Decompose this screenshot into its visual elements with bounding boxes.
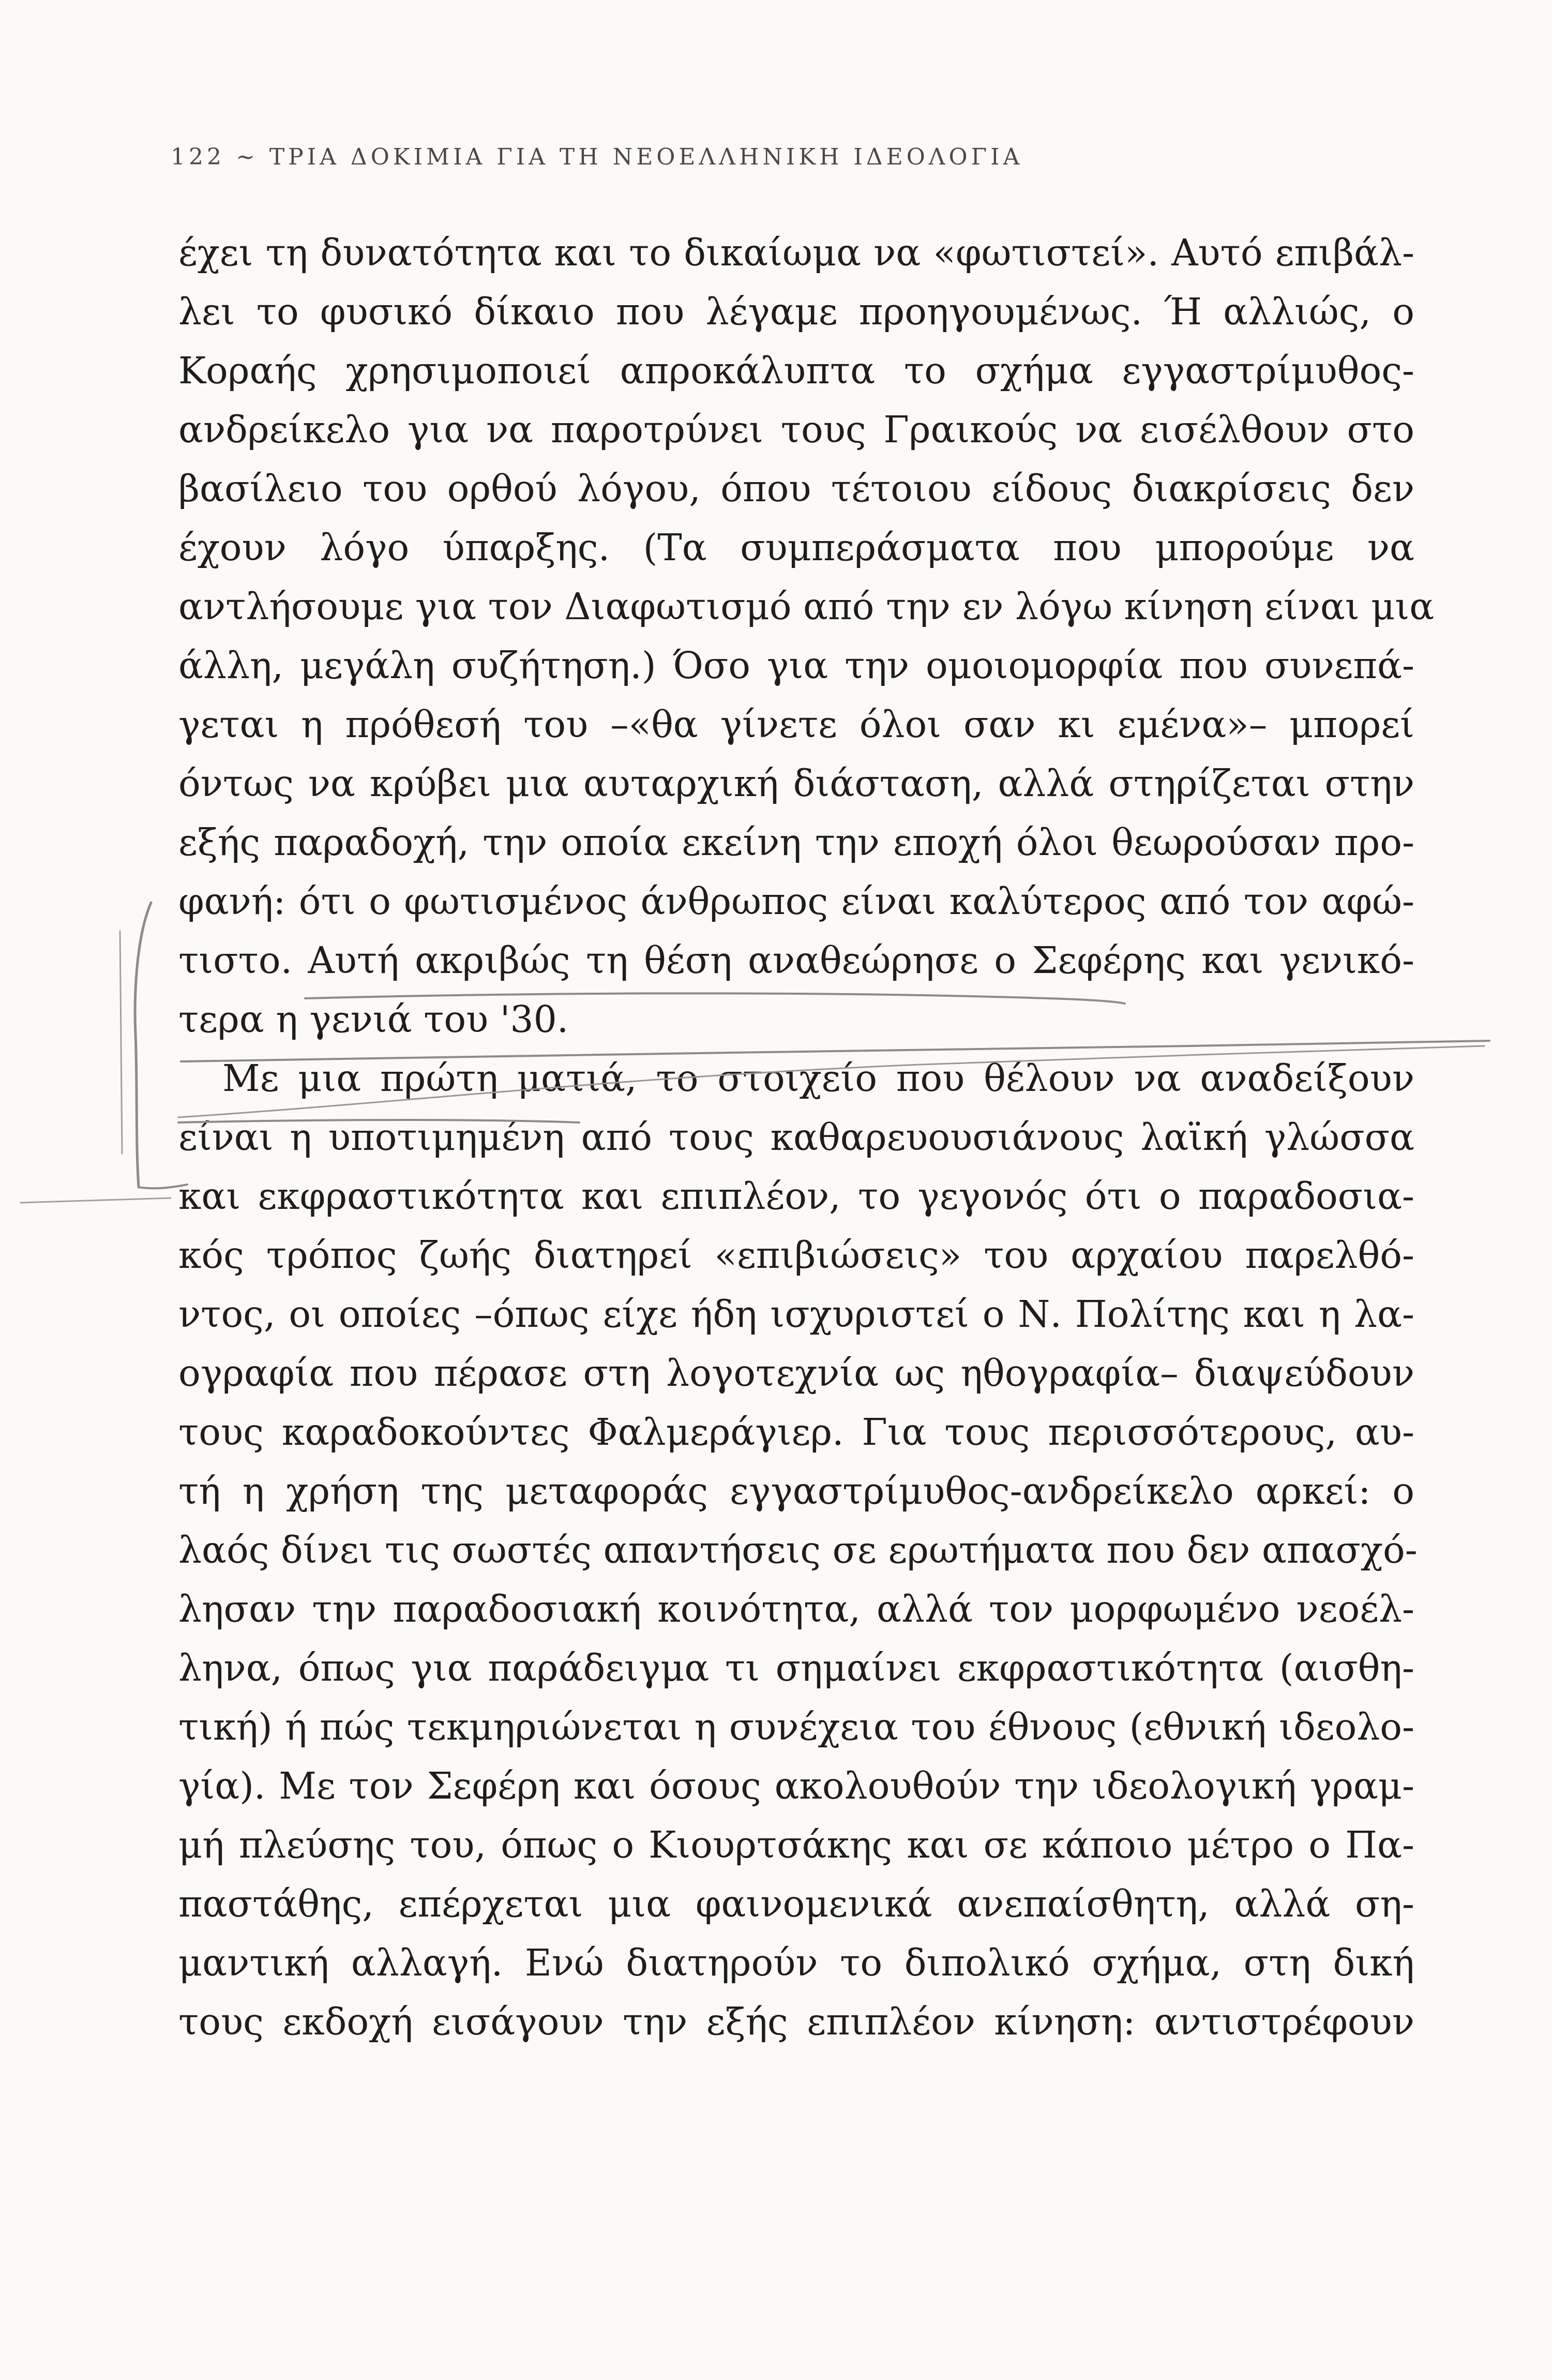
margin-vertical-line (120, 931, 122, 1154)
text-line: ανδρείκελο για να παροτρύνει τους Γραικούς να εισέλθουν στο (178, 408, 1414, 451)
text-line: τική) ή πώς τεκμηριώνεται η συνέχεια του έθνους (εθνική ιδεολο- (178, 1705, 1414, 1748)
text-line: βασίλειο του ορθού λόγου, όπου τέτοιου είδους διακρίσεις δεν (178, 467, 1414, 510)
text-line: έχει τη δυνατότητα και το δικαίωμα να «φωτιστεί». Αυτό επιβάλ- (178, 231, 1414, 274)
body-text (178, 223, 1435, 2052)
text-line: τιστο. Αυτή ακριβώς τη θέση αναθεώρησε ο Σεφέρης και γενικό- (178, 939, 1414, 982)
text-line: τους καραδοκούντες Φαλμεράγιερ. Για τους περισσότερους, αυ- (178, 1411, 1414, 1454)
text-line: παστάθης, επέρχεται μια φαινομενικά ανεπαίσθητη, αλλά ση- (178, 1882, 1414, 1925)
text-line: λαός δίνει τις σωστές απαντήσεις σε ερωτήματα που δεν απασχό- (178, 1529, 1418, 1571)
margin-bracket-mark (135, 903, 151, 1187)
text-line: μή πλεύσης του, όπως ο Κιουρτσάκης και σε κάποιο μέτρο ο Πα- (178, 1823, 1414, 1866)
text-line: ογραφία που πέρασε στη λογοτεχνία ως ηθογραφία– διαψεύδουν (178, 1352, 1414, 1395)
text-line: τους εκδοχή εισάγουν την εξής επιπλέον κίνηση: αντιστρέφουν (178, 2000, 1414, 2043)
margin-dash-mark (21, 1198, 171, 1203)
text-line: τερα η γενιά του '30. (178, 998, 569, 1041)
paragraph-2 (178, 1049, 1418, 2052)
text-line: γία). Με τον Σεφέρη και όσους ακολουθούν την ιδεολογική γραμ- (178, 1764, 1414, 1807)
text-line: είναι η υποτιμημένη από τους καθαρευουσιάνους λαϊκή γλώσσα (178, 1116, 1414, 1159)
text-line: εξής παραδοχή, την οποία εκείνη την εποχή όλοι θεωρούσαν προ- (178, 821, 1414, 864)
text-line: μαντική αλλαγή. Ενώ διατηρούν το διπολικό σχήμα, στη δική (178, 1941, 1414, 1984)
text-line: κός τρόπος ζωής διατηρεί «επιβιώσεις» του αρχαίου παρελθό- (178, 1234, 1414, 1277)
text-line: και εκφραστικότητα και επιπλέον, το γεγονός ότι ο παραδοσια- (178, 1175, 1414, 1218)
text-line: λησαν την παραδοσιακή κοινότητα, αλλά τον μορφωμένο νεοέλ- (178, 1588, 1414, 1630)
paragraph-1 (178, 223, 1435, 1049)
text-line: όντως να κρύβει μια αυταρχική διάσταση, αλλά στηρίζεται στην (178, 762, 1414, 805)
text-line: λει το φυσικό δίκαιο που λέγαμε προηγουμένως. Ή αλλιώς, ο (178, 290, 1414, 333)
text-line: αντλήσουμε για τον Διαφωτισμό από την εν λόγω κίνηση είναι μια (178, 585, 1435, 628)
text-line: γεται η πρόθεσή του –«θα γίνετε όλοι σαν κι εμένα»– μπορεί (178, 703, 1414, 746)
text-line: τή η χρήση της μεταφοράς εγγαστρίμυθος-ανδρείκελο αρκεί: ο (178, 1470, 1414, 1513)
text-line: φανή: ότι ο φωτισμένος άνθρωπος είναι καλύτερος από τον αφώ- (178, 880, 1414, 923)
running-head: 122 ~ ΤΡΙΑ ΔΟΚΙΜΙΑ ΓΙΑ ΤΗ ΝΕΟΕΛΛΗΝΙΚΗ ΙΔΕΟΛΟΓΙΑ (171, 144, 1023, 170)
text-line: άλλη, μεγάλη συζήτηση.) Όσο για την ομοιομορφία που συνεπά- (178, 644, 1414, 687)
text-line: Με μια πρώτη ματιά, το στοιχείο που θέλουν να αναδείξουν (222, 1057, 1414, 1100)
text-line: Κοραής χρησιμοποιεί απροκάλυπτα το σχήμα εγγαστρίμυθος- (178, 349, 1414, 392)
text-line: ληνα, όπως για παράδειγμα τι σημαίνει εκφραστικότητα (αισθη- (178, 1646, 1414, 1689)
text-line: ντος, οι οποίες –όπως είχε ήδη ισχυριστεί ο Ν. Πολίτης και η λα- (178, 1293, 1414, 1336)
text-line: έχουν λόγο ύπαρξης. (Τα συμπεράσματα που μπορούμε να (178, 526, 1414, 569)
